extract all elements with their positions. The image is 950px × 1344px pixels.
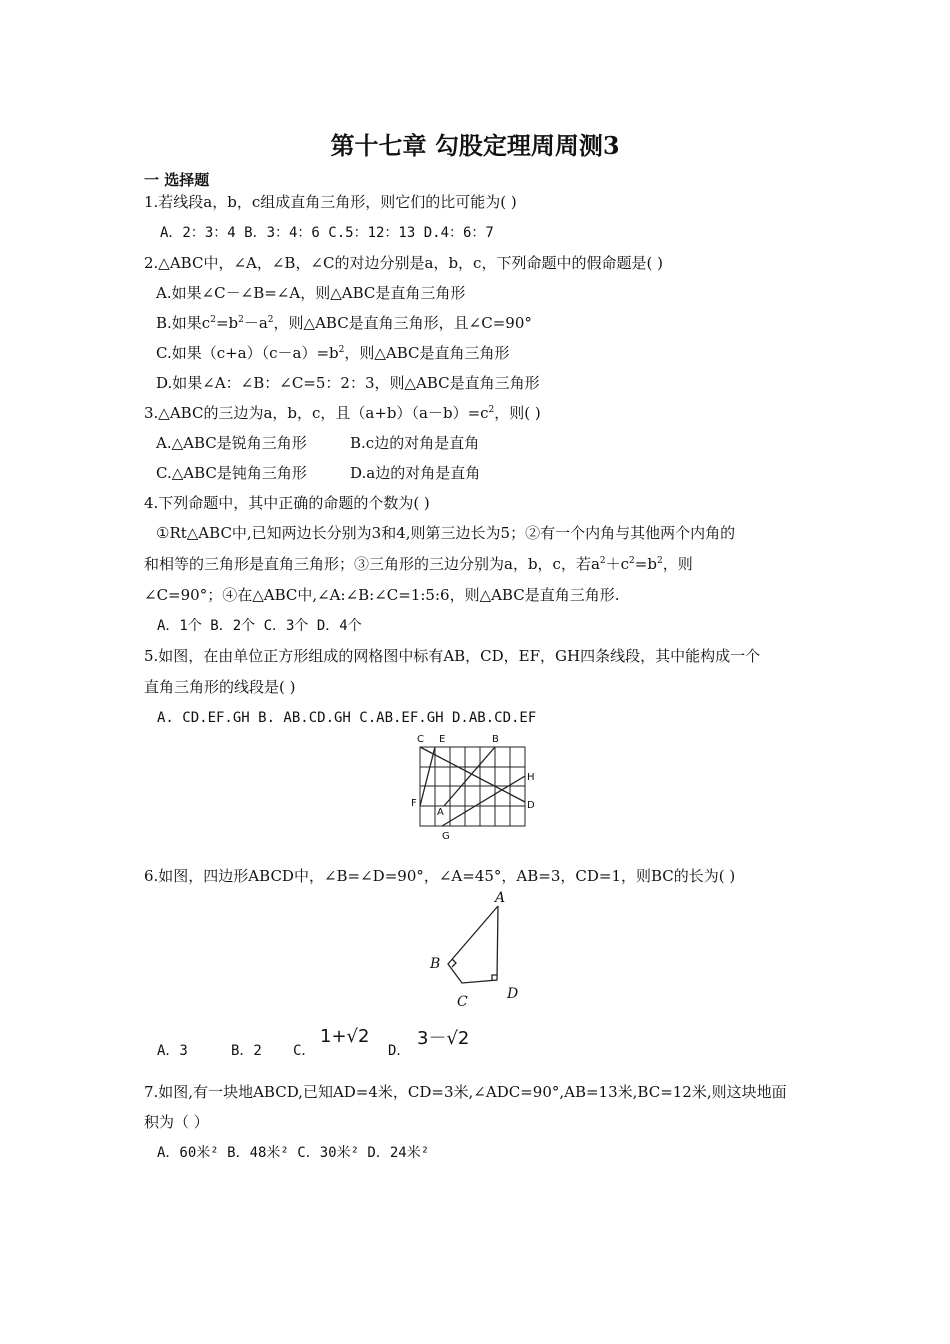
question-4-stem: 4.下列命题中，其中正确的命题的个数为( ) xyxy=(144,494,430,512)
question-2-option-b: B.如果$c^2=b^2-a^2$，则△ABC是直角三角形，且∠C=90° xyxy=(156,314,532,332)
question-2-option-c: C.如果$(c+a)(c-a)=b^2$，则△ABC是直角三角形 xyxy=(156,344,510,362)
segment-cd xyxy=(420,747,525,802)
question-2-option-a: A.如果∠C－∠B=∠A，则△ABC是直角三角形 xyxy=(156,284,466,302)
question-3-stem: 3.△ABC的三边为a，b，c，且$(a+b)(a-b)=c^2$，则( ) xyxy=(144,404,541,422)
question-3-option-d: D.a边的对角是直角 xyxy=(350,464,481,482)
grid-figure xyxy=(408,730,540,842)
question-6-option-d-value: 3－√2 xyxy=(417,1028,470,1049)
quadrilateral-figure xyxy=(425,888,525,1013)
question-5-options: A. CD.EF.GH B. AB.CD.GH C.AB.EF.GH D.AB.CD.EF xyxy=(157,710,537,726)
right-angle-b xyxy=(452,959,456,967)
question-7-options: A．60米² B．48米² C．30米² D．24米² xyxy=(157,1145,430,1161)
label-h: H xyxy=(527,772,535,783)
question-4-line-2: 和相等的三角形是直角三角形；③三角形的三边分别为a，b，c，若$a^2+c^2=b^2$，则 xyxy=(144,555,693,573)
label-c: C xyxy=(457,994,468,1010)
label-c: C xyxy=(417,734,424,745)
question-3-option-c: C.△ABC是钝角三角形 xyxy=(156,464,307,482)
question-5-stem-1: 5.如图，在由单位正方形组成的网格图中标有AB，CD，EF，GH四条线段，其中能构成一个 xyxy=(144,647,761,665)
segment-ab xyxy=(444,747,495,806)
question-1-stem: 1.若线段a，b，c组成直角三角形，则它们的比可能为( ) xyxy=(144,193,517,211)
question-6-option-d: D． xyxy=(388,1043,411,1059)
section-heading: 一 选择题 xyxy=(144,171,210,189)
label-d: D xyxy=(507,986,519,1002)
page-title: 第十七章 勾股定理周周测3 xyxy=(330,131,620,160)
question-3-option-a: A.△ABC是锐角三角形 xyxy=(156,434,307,452)
question-4-options: A．1个 B．2个 C．3个 D．4个 xyxy=(157,618,362,634)
label-e: E xyxy=(439,734,446,745)
label-g: G xyxy=(442,831,450,842)
right-angle-d xyxy=(492,975,497,980)
label-f: F xyxy=(411,798,417,809)
question-4-line-3: ∠C=90°；④在△ABC中,∠A:∠B:∠C=1:5:6，则△ABC是直角三角形. xyxy=(144,586,620,604)
question-2-option-d: D.如果∠A：∠B：∠C=5：2：3，则△ABC是直角三角形 xyxy=(156,374,540,392)
segment-ef xyxy=(420,747,435,806)
question-6-option-a: A．3 xyxy=(157,1043,188,1059)
question-2-stem: 2.△ABC中，∠A，∠B，∠C的对边分别是a，b，c，下列命题中的假命题是( ) xyxy=(144,254,663,272)
label-d: D xyxy=(527,800,535,811)
question-7-stem-1: 7.如图,有一块地ABCD,已知AD=4米，CD=3米,∠ADC=90°,AB=13米,BC=12米,则这块地面 xyxy=(144,1083,787,1101)
question-4-line-1: ①Rt△ABC中,已知两边长分别为3和4,则第三边长为5；②有一个内角与其他两个内角的 xyxy=(156,524,736,542)
quadrilateral-abcd xyxy=(448,906,498,983)
question-1-options: A．2：3：4 B．3：4：6 C.5：12：13 D.4：6：7 xyxy=(160,225,494,241)
question-6-option-c: C． xyxy=(293,1043,316,1059)
question-6-stem: 6.如图，四边形ABCD中，∠B=∠D=90°，∠A=45°，AB=3，CD=1，则BC的长为( ) xyxy=(144,867,736,885)
question-6-option-b: B．2 xyxy=(231,1043,262,1059)
question-7-stem-2: 积为（ ） xyxy=(144,1113,209,1131)
label-a: A xyxy=(437,807,444,818)
label-a: A xyxy=(495,890,506,906)
question-3-option-b: B.c边的对角是直角 xyxy=(350,434,480,452)
label-b: B xyxy=(430,956,441,972)
question-6-option-c-value: 1+√2 xyxy=(320,1026,370,1047)
label-b: B xyxy=(492,734,499,745)
question-5-stem-2: 直角三角形的线段是( ) xyxy=(144,678,296,696)
segment-gh xyxy=(442,776,525,826)
